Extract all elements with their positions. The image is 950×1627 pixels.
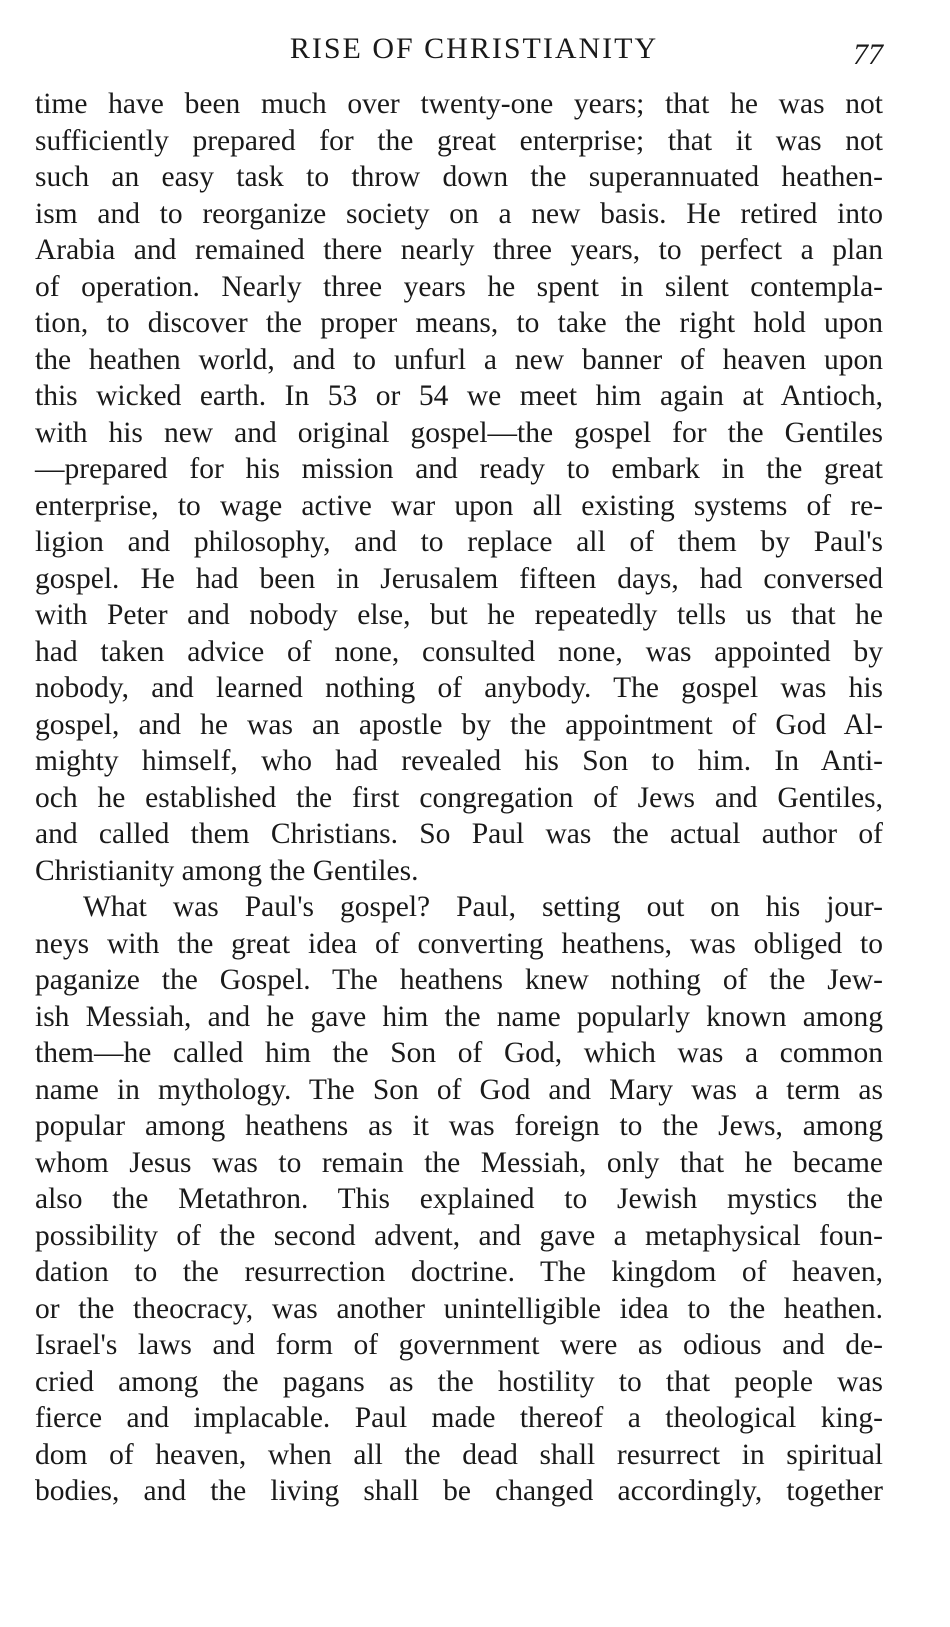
text-line: also the Metathron. This explained to Jewish mystics the <box>35 1183 883 1215</box>
text-line: cried among the pagans as the hostility to that people was <box>35 1365 883 1398</box>
text-line: gospel, and he was an apostle by the appointment of God Al- <box>35 708 883 741</box>
text-line: enterprise, to wage active war upon all existing systems of re- <box>35 489 883 522</box>
text-line: this wicked earth. In 53 or 54 we meet him again at Antioch, <box>35 380 883 412</box>
text-line: possibility of the second advent, and gave a metaphysical foun- <box>35 1219 883 1252</box>
text-line: name in mythology. The Son of God and Mary was a term as <box>35 1073 883 1106</box>
book-page <box>35 28 883 1510</box>
text-line: whom Jesus was to remain the Messiah, only that he became <box>35 1146 883 1179</box>
text-line: fierce and implacable. Paul made thereof a theological king- <box>35 1402 883 1434</box>
text-line: paganize the Gospel. The heathens knew nothing of the Jew- <box>35 964 883 996</box>
text-line: and called them Christians. So Paul was the actual author of <box>35 818 883 850</box>
body-text <box>35 86 883 1510</box>
text-line: och he established the first congregation of Jews and Gentiles, <box>35 781 883 814</box>
text-line: with Peter and nobody else, but he repeatedly tells us that he <box>35 599 883 631</box>
text-line: ism and to reorganize society on a new basis. He retired into <box>35 197 883 230</box>
text-line: Israel's laws and form of government were as odious and de- <box>35 1329 883 1361</box>
text-line: tion, to discover the proper means, to take the right hold upon <box>35 307 883 339</box>
text-line: popular among heathens as it was foreign to the Jews, among <box>35 1110 883 1142</box>
text-line: or the theocracy, was another unintelligible idea to the heathen. <box>35 1292 883 1325</box>
page-number: 77 <box>853 38 883 71</box>
text-line: such an easy task to throw down the superannuated heathen- <box>35 161 883 193</box>
text-line: Christianity among the Gentiles. <box>35 854 419 887</box>
text-line: neys with the great idea of converting heathens, was obliged to <box>35 927 883 960</box>
text-line: dation to the resurrection doctrine. The kingdom of heaven, <box>35 1256 883 1288</box>
text-line: bodies, and the living shall be changed accordingly, together <box>35 1475 883 1507</box>
text-line: had taken advice of none, consulted none, was appointed by <box>35 635 883 668</box>
running-head <box>35 28 883 86</box>
running-title: RISE OF CHRISTIANITY <box>289 32 659 65</box>
text-line: them—he called him the Son of God, which was a common <box>35 1037 883 1069</box>
text-line: nobody, and learned nothing of anybody. The gospel was his <box>35 672 883 704</box>
text-line: What was Paul's gospel? Paul, setting out on his jour- <box>83 891 883 923</box>
text-line: ish Messiah, and he gave him the name popularly known among <box>35 1000 883 1033</box>
text-line: Arabia and remained there nearly three years, to perfect a plan <box>35 234 883 266</box>
text-line: —prepared for his mission and ready to embark in the great <box>35 453 883 485</box>
text-line: mighty himself, who had revealed his Son to him. In Anti- <box>35 745 883 777</box>
text-line: gospel. He had been in Jerusalem fifteen days, had conversed <box>35 562 883 595</box>
text-line: dom of heaven, when all the dead shall resurrect in spiritual <box>35 1438 883 1471</box>
text-line: with his new and original gospel—the gospel for the Gentiles <box>35 416 883 449</box>
text-line: time have been much over twenty-one years; that he was not <box>35 88 883 120</box>
text-line: sufficiently prepared for the great enterprise; that it was not <box>35 124 883 157</box>
text-line: of operation. Nearly three years he spent in silent contempla- <box>35 270 883 303</box>
text-line: ligion and philosophy, and to replace all of them by Paul's <box>35 526 883 558</box>
text-line: the heathen world, and to unfurl a new banner of heaven upon <box>35 343 883 376</box>
